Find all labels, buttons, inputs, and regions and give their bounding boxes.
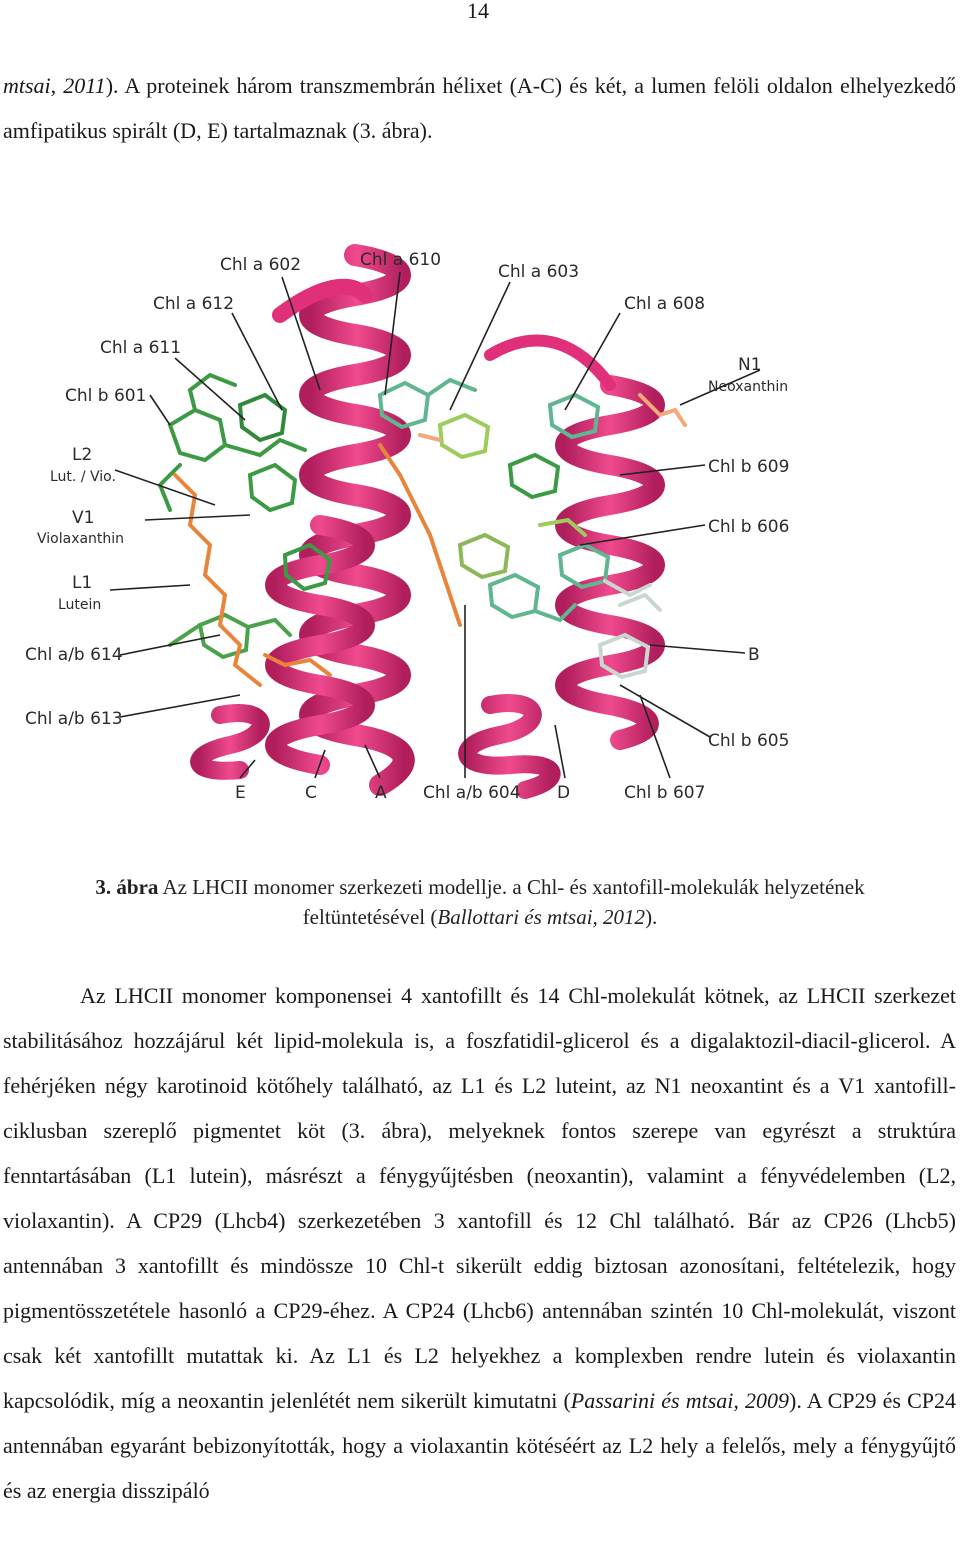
helix-b (565, 385, 655, 740)
lhcii-structure-figure (20, 225, 820, 825)
label-chl-a-611: Chl a 611 (100, 338, 182, 358)
citation: mtsai, 2011 (3, 73, 106, 98)
label-chl-a-602: Chl a 602 (220, 255, 302, 275)
label-a: A (375, 783, 387, 803)
label-lut-vio: Lut. / Vio. (50, 469, 116, 485)
label-chl-a-610: Chl a 610 (360, 250, 442, 270)
caption-line-2-pre: feltüntetésével ( (302, 905, 438, 929)
label-chl-ab-604: Chl a/b 604 (423, 783, 521, 803)
figure-number: 3. ábra (95, 875, 159, 899)
paragraph-intro (3, 63, 956, 153)
label-chl-ab-613: Chl a/b 613 (25, 709, 123, 729)
label-chl-b-607: Chl b 607 (624, 783, 706, 803)
label-e: E (235, 783, 246, 803)
label-chl-b-605: Chl b 605 (708, 731, 790, 751)
caption-citation: Ballottari és mtsai, 2012 (437, 905, 646, 929)
caption-line-1: Az LHCII monomer szerkezeti modellje. a Chl- és xantofill-molekulák helyzetének (158, 875, 865, 899)
label-chl-b-609: Chl b 609 (708, 457, 790, 477)
caption-line-2-post: ). (645, 905, 658, 929)
label-chl-b-601: Chl b 601 (65, 386, 147, 406)
label-n1: N1 (738, 355, 762, 375)
leader-lines (110, 272, 760, 778)
label-d: D (557, 783, 571, 803)
label-v1: V1 (72, 508, 95, 528)
paragraph-text-2: ). A CP29 és CP24 antennában egyaránt bebizonyították, hogy a violaxantin kötéséért az L2 hely a felelős, mely a fénygyűjtő és az energia disszipáló (3, 1388, 956, 1503)
paragraph-text: ). A proteinek három transzmembrán hélixet (A-C) és két, a lumen felöli oldalon elhelyezkedő amfipatikus spirált (D, E) tartalmaznak (3. ábra). (3, 73, 956, 143)
paragraph-main (3, 973, 956, 1513)
label-chl-a-612: Chl a 612 (153, 294, 235, 314)
label-chl-a-603: Chl a 603 (498, 262, 580, 282)
lhcii-structure-illustration (20, 225, 820, 825)
label-chl-a-608: Chl a 608 (624, 294, 706, 314)
label-c: C (305, 783, 317, 803)
citation-passarini: Passarini és mtsai, 2009 (570, 1388, 790, 1413)
helix-d (467, 703, 552, 790)
label-lutein: Lutein (58, 597, 102, 613)
label-l1: L1 (72, 573, 93, 593)
label-b: B (748, 645, 760, 665)
figure-caption (0, 872, 960, 932)
label-chl-ab-614: Chl a/b 614 (25, 645, 123, 665)
label-neoxanthin: Neoxanthin (708, 379, 789, 395)
label-chl-b-606: Chl b 606 (708, 517, 790, 537)
paragraph-text-1: Az LHCII monomer komponensei 4 xantofillt és 14 Chl-molekulát kötnek, az LHCII szerkezet stabilitásához hozzájárul két lipid-molekula is, a foszfatidil-glicerol és a digalaktozil-diacil-glicerol. A fehérjéken négy karotinoid kötőhely található, az L1 és L2 luteint, az N1 neoxantint és a V1 xantofill-ciklusban szereplő pigmentet köt (3. ábra), melyeknek fontos szerepe van egyrészt a struktúra fenntartásában (L1 lutein), másrészt a fénygyűjtésben (neoxantin), valamint a fényvédelemben (L2, violaxantin). A CP29 (Lhcb4) szerkezetében 3 xantofill és 12 Chl található. Bár az CP26 (Lhcb5) antennában 3 xantofillt és mindössze 10 Chl-t sikerült eddig biztosan azonosítani, feltételezik, hogy pigmentösszetétele hasonló a CP29-éhez. A CP24 (Lhcb6) antennában szintén 10 Chl-molekulát, viszont csak két xantofillt mutattak ki. Az L1 és L2 helyekhez a komplexben rendre lutein és violaxantin kapcsolódik, míg a neoxantin jelenlétét nem sikerült kimutatni ( (3, 983, 956, 1413)
label-violaxanthin: Violaxanthin (37, 531, 125, 547)
helix-e (199, 713, 261, 771)
label-l2: L2 (72, 445, 93, 465)
page-number: 14 (467, 0, 489, 23)
